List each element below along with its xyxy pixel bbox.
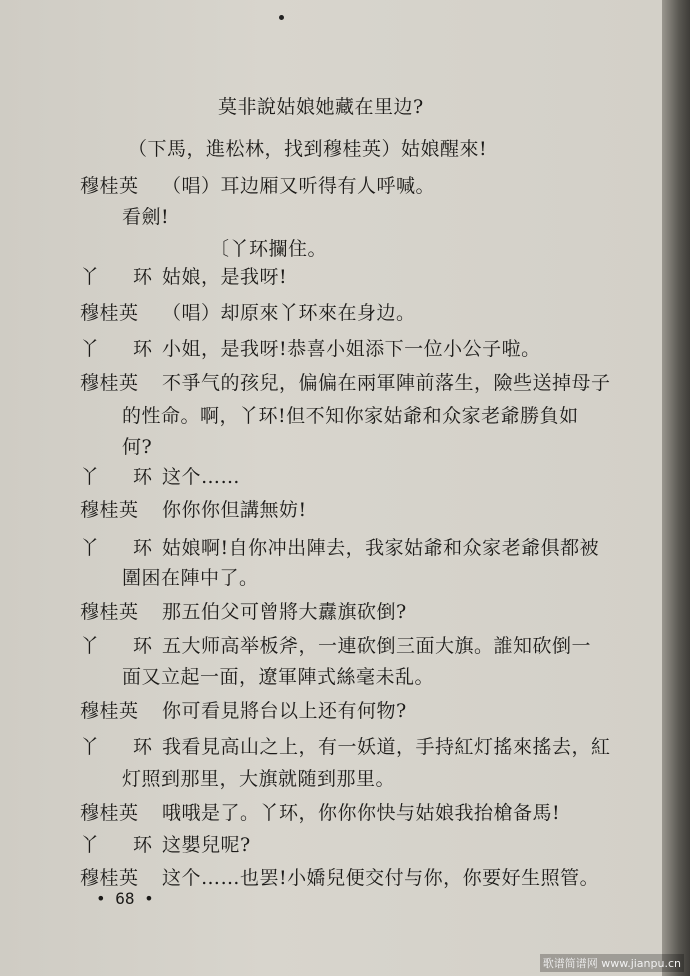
dialogue-text: 这个……也罢!小嬌兒便交付与你，你要好生照管。 [162,867,600,889]
dialogue-text: （下馬，進松林，找到穆桂英）姑娘醒來! [128,138,488,160]
speaker-name: 穆桂英 [80,372,139,394]
page-number-dot-right: • [134,889,154,908]
dialogue-text: 〔丫环攔住。 [210,238,328,260]
dialogue-text: 你你你但講無妨! [162,499,307,521]
dialogue-text: 这嬰兒呢? [162,834,251,856]
dialogue-text: 莫非說姑娘她藏在里边? [218,96,424,118]
dialogue-text: （唱）却原來丫环來在身边。 [162,302,416,324]
speaker-name: 丫 环 [80,537,167,559]
speaker-name: 穆桂英 [80,700,139,722]
speaker-name: 丫 环 [80,338,167,360]
speaker-name: 丫 环 [80,266,167,288]
page-number-dot-left: • [96,889,116,908]
speaker-name: 穆桂英 [80,499,139,521]
page-number-value: 68 [115,889,135,908]
dialogue-text: 看劍! [122,206,170,228]
book-gutter [662,0,690,976]
speaker-name: 丫 环 [80,834,167,856]
dialogue-text: 面又立起一面，遼軍陣式絲毫未乱。 [122,666,435,688]
dialogue-text: 圍困在陣中了。 [122,567,259,589]
speaker-name: 穆桂英 [80,867,139,889]
page-number [96,889,154,908]
watermark-credit: 歌谱简谱网 www.jianpu.cn [540,954,684,972]
speaker-name: 丫 环 [80,466,167,488]
dialogue-text: 姑娘啊!自你冲出陣去，我家姑爺和众家老爺俱都被 [162,537,600,559]
dialogue-text: 你可看見將台以上还有何物? [162,700,407,722]
top-dot [279,15,284,20]
dialogue-text: 何? [122,436,153,458]
dialogue-text: 不爭气的孩兒，偏偏在兩軍陣前落生，險些送掉母子 [162,372,611,394]
dialogue-text: 哦哦是了。丫环，你你你快与姑娘我抬槍备馬! [162,802,561,824]
speaker-name: 丫 环 [80,635,167,657]
dialogue-text: 小姐，是我呀!恭喜小姐添下一位小公子啦。 [162,338,541,360]
speaker-name: 丫 环 [80,736,167,758]
dialogue-text: （唱）耳边厢又听得有人呼喊。 [162,175,436,197]
speaker-name: 穆桂英 [80,601,139,623]
dialogue-text: 我看見高山之上，有一妖道，手持紅灯搖來搖去，紅 [162,736,611,758]
dialogue-text: 那五伯父可曾將大纛旗砍倒? [162,601,407,623]
speaker-name: 穆桂英 [80,302,139,324]
dialogue-text: 这个…… [162,466,241,488]
speaker-name: 穆桂英 [80,175,139,197]
dialogue-text: 的性命。啊，丫环!但不知你家姑爺和众家老爺勝負如 [122,405,579,427]
dialogue-text: 五大师高举板斧，一連砍倒三面大旗。誰知砍倒一 [162,635,592,657]
dialogue-text: 姑娘，是我呀! [162,266,288,288]
speaker-name: 穆桂英 [80,802,139,824]
dialogue-text: 灯照到那里，大旗就随到那里。 [122,768,396,790]
